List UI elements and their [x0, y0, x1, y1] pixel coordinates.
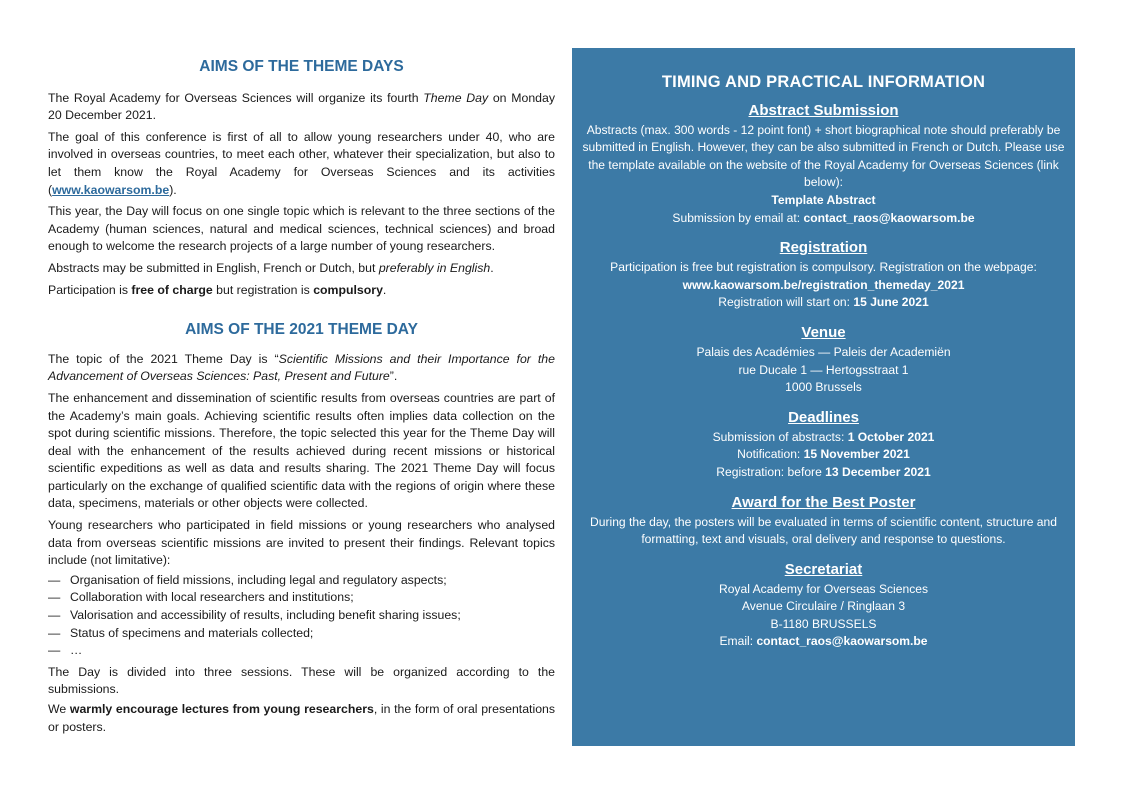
- text-fragment: Email:: [719, 634, 757, 649]
- topic-title-emphasis: Scientific Missions and their Importance for the Advancement of Overseas Sciences: Past, Present and Future: [48, 351, 555, 384]
- panel-title: TIMING AND PRACTICAL INFORMATION: [661, 73, 986, 91]
- list-item-text: Valorisation and accessibility of results, including benefit sharing issues;: [70, 608, 461, 623]
- text-fragment: Notification:: [737, 447, 804, 462]
- text-fragment: , in the form of oral presentations or posters.: [48, 702, 556, 734]
- text-fragment: We: [48, 702, 70, 716]
- text-fragment: Abstracts may be submitted in English, French or Dutch, but: [48, 260, 379, 275]
- dash-marker: —: [48, 608, 61, 623]
- dash-marker: —: [48, 625, 61, 640]
- deadline-item: [582, 464, 1065, 482]
- template-abstract-label: Template Abstract: [771, 192, 876, 207]
- secretariat-email[interactable]: contact_raos@kaowarsom.be: [756, 634, 928, 649]
- dash-marker: —: [48, 572, 61, 587]
- abstract-email-line: [582, 210, 1065, 228]
- text-fragment: The Royal Academy for Overseas Sciences will organize its fourth: [48, 90, 424, 105]
- practical-info-panel: [572, 48, 1075, 746]
- list-item: [48, 572, 555, 590]
- enhancement-paragraph: The enhancement and dissemination of scientific results from overseas countries are part of the Academy’s main goals. Achieving scientific results often implies data collection on the spot during scientific missions. Therefore, the topic selected this year for the Theme Day will deal with the enhancement of the results achieved during recent missions or historical scientific expeditions as well as data and results sharing. The 2021 Theme Day will focus particularly on the exchange of qualified scientific data with the regions of origin where these data, specimens, materials or other objects were collected.: [48, 390, 555, 511]
- encourage-bold: warmly encourage lectures from young researchers: [69, 702, 374, 716]
- registration-start-date: 15 June 2021: [853, 295, 929, 310]
- venue-heading: Venue: [801, 323, 846, 341]
- deadline-item: [582, 446, 1065, 464]
- text-fragment: on Monday 20 December 2021.: [48, 90, 555, 123]
- registration-heading: Registration: [779, 239, 868, 257]
- list-item-text: Collaboration with local researchers and institutions;: [70, 590, 354, 605]
- secretariat-section: [582, 559, 1065, 651]
- heading-aims-2021: AIMS OF THE 2021 THEME DAY: [185, 321, 418, 339]
- dash-marker: —: [48, 643, 61, 658]
- deadlines-section: [582, 407, 1065, 482]
- text-fragment: Registration: before: [716, 464, 826, 479]
- secretariat-heading: Secretariat: [784, 560, 863, 578]
- language-paragraph: [48, 260, 555, 278]
- abstract-text: Abstracts (max. 300 words - 12 point font) + short biographical note should preferably be submitted in English. However, they can be also submitted in French or Dutch. Please use the template available on the website of the Royal Academy for Overseas Sciences (link below):: [582, 122, 1065, 190]
- text-fragment: Participation is: [48, 282, 132, 297]
- list-item: [48, 625, 555, 643]
- deadline-date: 1 October 2021: [847, 429, 935, 444]
- left-column: [48, 58, 555, 740]
- venue-line: Palais des Académies — Paleis der Academiën: [696, 344, 951, 359]
- template-abstract-link[interactable]: [582, 192, 1065, 210]
- registration-start-line: [582, 294, 1065, 312]
- registration-text: Participation is free but registration is compulsory. Registration on the webpage:: [610, 260, 1037, 275]
- secretariat-email-line: [582, 633, 1065, 651]
- invitation-paragraph: Young researchers who participated in field missions or young researchers who analysed data from overseas scientific missions are invited to present their findings. Relevant topics include (not limitative):: [48, 518, 555, 568]
- text-fragment: The goal of this conference is first of all to allow young researchers under 40, who are involved in overseas countries, to meet each other, whatever their specialization, but also to let them know the Royal Academy for Overseas Sciences and its activities (: [48, 129, 555, 197]
- participation-paragraph: [48, 282, 555, 300]
- text-fragment: .: [382, 282, 387, 297]
- registration-section: [582, 237, 1065, 312]
- award-section: [582, 492, 1065, 549]
- deadline-date: 15 November 2021: [803, 447, 910, 462]
- award-heading: Award for the Best Poster: [731, 493, 916, 511]
- list-item: [48, 607, 555, 625]
- sessions-paragraph: The Day is divided into three sessions. These will be organized according to the submissions.: [48, 664, 555, 697]
- text-fragment: .: [490, 260, 494, 275]
- abstract-email[interactable]: contact_raos@kaowarsom.be: [803, 210, 975, 225]
- website-link[interactable]: www.kaowarsom.be: [52, 182, 170, 197]
- secretariat-line: Avenue Circulaire / Ringlaan 3: [741, 599, 906, 614]
- deadline-date: 13 December 2021: [825, 464, 931, 479]
- focus-paragraph: This year, the Day will focus on one single topic which is relevant to the three sections of the Academy (human sciences, natural and medical sciences, technical sciences) and broad enough to welcome the research projects of a large number of young researchers.: [48, 204, 555, 254]
- text-fragment: ”.: [389, 369, 398, 384]
- encourage-paragraph: [48, 701, 555, 736]
- registration-url-line: [582, 277, 1065, 295]
- heading-aims-theme-days: AIMS OF THE THEME DAYS: [199, 58, 404, 75]
- venue-line: rue Ducale 1 — Hertogsstraat 1: [738, 362, 909, 377]
- dash-marker: —: [48, 590, 61, 605]
- secretariat-line: B-1180 BRUSSELS: [770, 616, 877, 631]
- list-item: [48, 589, 555, 607]
- text-fragment: Submission by email at:: [672, 210, 804, 225]
- preferred-language-emphasis: preferably in English: [378, 260, 491, 275]
- secretariat-line: Royal Academy for Overseas Sciences: [718, 581, 929, 596]
- deadline-item: [582, 429, 1065, 447]
- theme-day-emphasis: Theme Day: [423, 90, 489, 105]
- deadlines-heading: Deadlines: [788, 408, 859, 426]
- award-text: During the day, the posters will be evaluated in terms of scientific content, structure and formatting, text and visuals, oral delivery and response to questions.: [590, 514, 1057, 547]
- list-item-text: …: [70, 643, 83, 658]
- text-fragment: ).: [169, 182, 177, 197]
- venue-section: [582, 322, 1065, 397]
- compulsory-bold: compulsory: [313, 282, 383, 297]
- abstract-heading: Abstract Submission: [748, 101, 899, 119]
- abstract-section: [582, 100, 1065, 228]
- text-fragment: Submission of abstracts:: [712, 429, 848, 444]
- list-item: [48, 642, 555, 660]
- intro-paragraph: [48, 90, 555, 125]
- list-item-text: Status of specimens and materials collected;: [70, 625, 314, 640]
- text-fragment: Registration will start on:: [718, 295, 854, 310]
- goal-paragraph: [48, 129, 555, 199]
- text-fragment: The topic of the 2021 Theme Day is “: [48, 351, 279, 366]
- venue-line: 1000 Brussels: [785, 380, 862, 395]
- free-of-charge-bold: free of charge: [131, 282, 213, 297]
- registration-url[interactable]: www.kaowarsom.be/registration_themeday_2021: [682, 277, 965, 292]
- list-item-text: Organisation of field missions, including legal and regulatory aspects;: [70, 572, 447, 587]
- topics-list: [48, 572, 555, 660]
- text-fragment: but registration is: [212, 282, 314, 297]
- topic-paragraph: [48, 351, 555, 386]
